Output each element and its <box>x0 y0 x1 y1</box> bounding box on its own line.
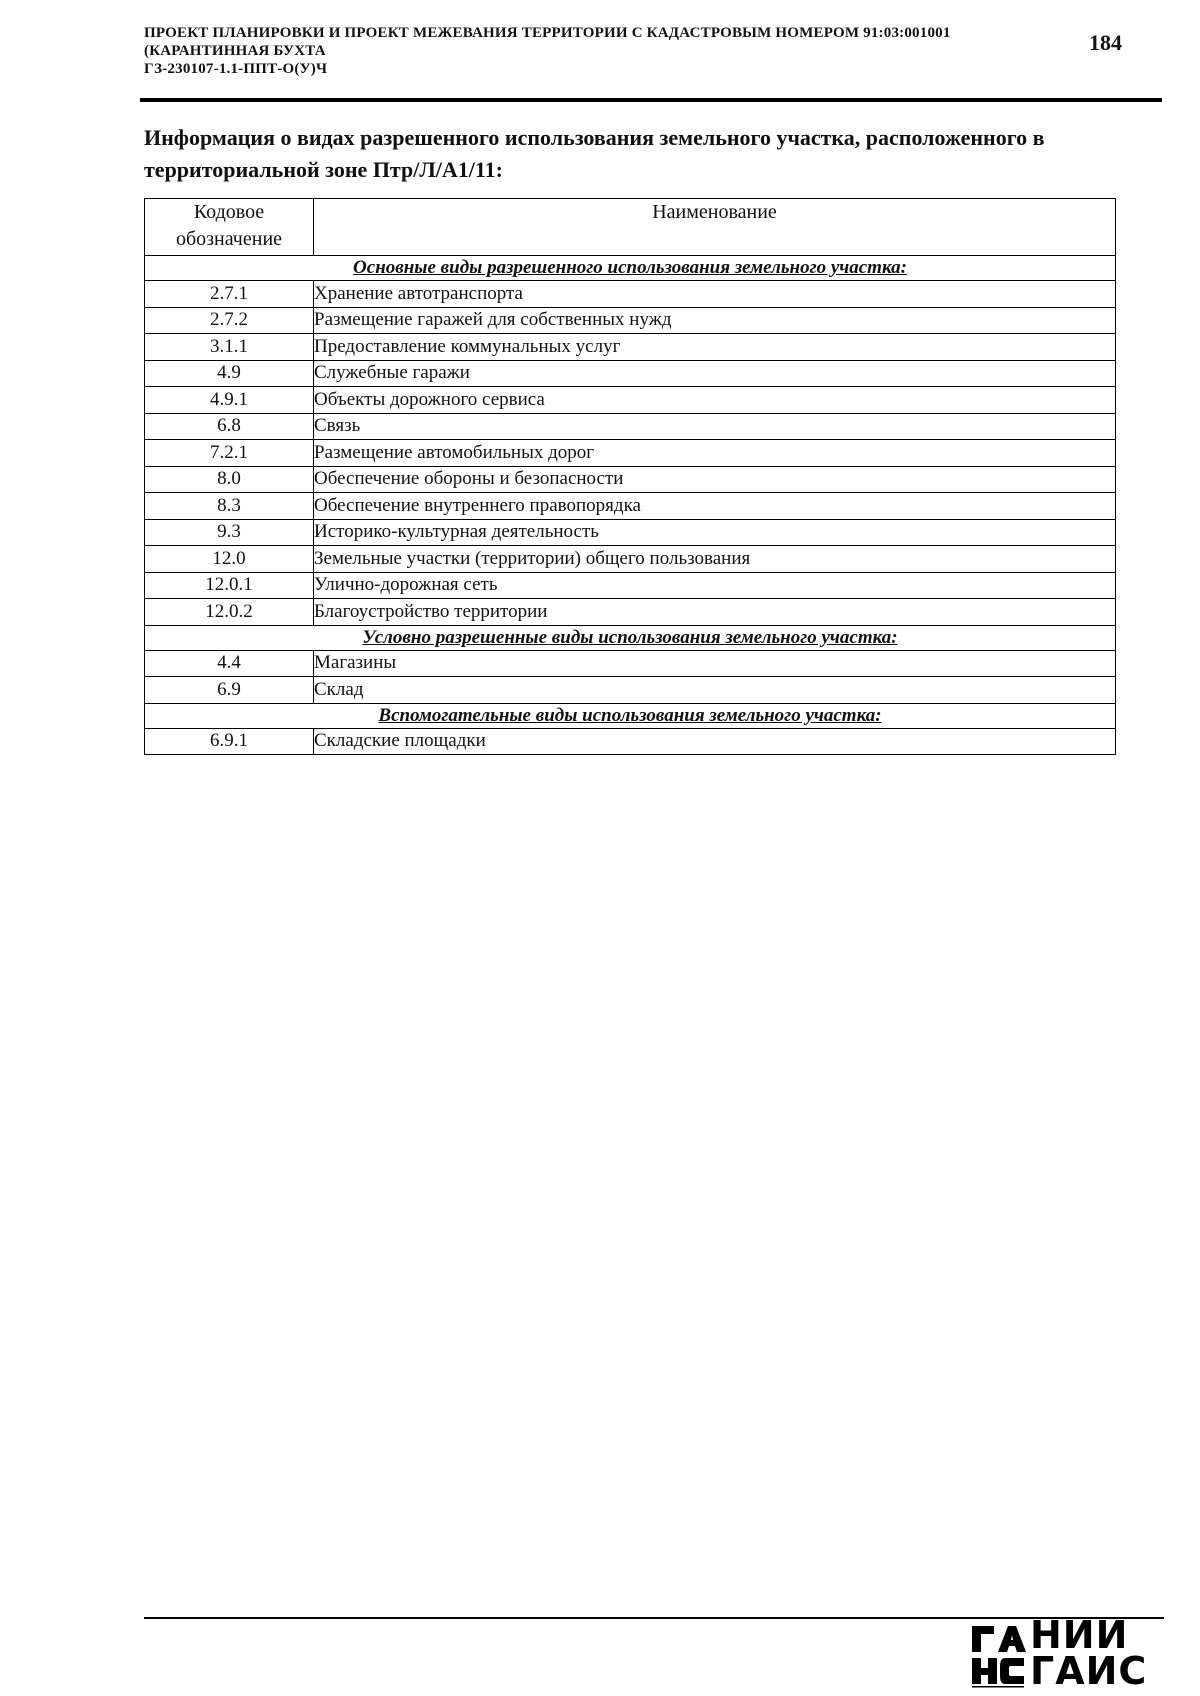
name-cell: Размещение автомобильных дорог <box>314 440 1116 467</box>
table-row <box>145 387 1116 414</box>
table-row <box>145 466 1116 493</box>
table-row <box>145 413 1116 440</box>
name-cell: Обеспечение обороны и безопасности <box>314 466 1116 493</box>
table-group-row <box>145 703 1116 728</box>
table-row <box>145 360 1116 387</box>
code-cell: 2.7.1 <box>145 281 314 308</box>
table-row <box>145 728 1116 755</box>
code-cell: 3.1.1 <box>145 334 314 361</box>
table-group-row <box>145 625 1116 650</box>
section-title: Информация о видах разрешенного использования земельного участка, расположенного в территориальной зоне Птр/Л/А1/11: <box>144 125 1045 182</box>
table-header-row <box>145 199 1116 256</box>
code-cell: 12.0 <box>145 546 314 573</box>
niigais-logo <box>968 1613 1168 1693</box>
code-cell: 7.2.1 <box>145 440 314 467</box>
name-cell: Объекты дорожного сервиса <box>314 387 1116 414</box>
table-row <box>145 281 1116 308</box>
table-row <box>145 546 1116 573</box>
table-row <box>145 650 1116 677</box>
logo-mark-icon <box>968 1622 1026 1688</box>
column-header-code: Кодовое обозначение <box>145 199 314 256</box>
table-body <box>145 256 1116 755</box>
table-row <box>145 572 1116 599</box>
document-header <box>144 24 1064 78</box>
code-cell: 8.0 <box>145 466 314 493</box>
code-cell: 12.0.1 <box>145 572 314 599</box>
name-cell: Магазины <box>314 650 1116 677</box>
code-cell: 4.9 <box>145 360 314 387</box>
table-row <box>145 307 1116 334</box>
name-cell: Благоустройство территории <box>314 599 1116 626</box>
land-use-table <box>144 198 1116 755</box>
header-divider <box>140 98 1162 102</box>
code-cell: 4.4 <box>145 650 314 677</box>
table-row <box>145 519 1116 546</box>
name-cell: Обеспечение внутреннего правопорядка <box>314 493 1116 520</box>
code-cell: 2.7.2 <box>145 307 314 334</box>
name-cell: Историко-культурная деятельность <box>314 519 1116 546</box>
code-cell: 6.9.1 <box>145 728 314 755</box>
group-title: Условно разрешенные виды использования земельного участка: <box>145 625 1116 650</box>
name-cell: Складские площадки <box>314 728 1116 755</box>
name-cell: Хранение автотранспорта <box>314 281 1116 308</box>
group-title: Вспомогательные виды использования земельного участка: <box>145 703 1116 728</box>
code-cell: 6.9 <box>145 677 314 704</box>
name-cell: Служебные гаражи <box>314 360 1116 387</box>
code-cell: 9.3 <box>145 519 314 546</box>
name-cell: Предоставление коммунальных услуг <box>314 334 1116 361</box>
code-cell: 8.3 <box>145 493 314 520</box>
code-cell: 4.9.1 <box>145 387 314 414</box>
table-row <box>145 334 1116 361</box>
column-header-name: Наименование <box>314 199 1116 256</box>
name-cell: Земельные участки (территории) общего пользования <box>314 546 1116 573</box>
logo-text-bottom: ГАИС <box>1030 1649 1148 1693</box>
header-line-1: ПРОЕКТ ПЛАНИРОВКИ И ПРОЕКТ МЕЖЕВАНИЯ ТЕРРИТОРИИ С КАДАСТРОВЫМ НОМЕРОМ 91:03:001001 <box>144 25 951 41</box>
name-cell: Размещение гаражей для собственных нужд <box>314 307 1116 334</box>
name-cell: Связь <box>314 413 1116 440</box>
page-number: 184 <box>1089 30 1122 55</box>
table-row <box>145 440 1116 467</box>
table-group-row <box>145 256 1116 281</box>
header-line-2: (КАРАНТИННАЯ БУХТА <box>144 43 326 59</box>
logo-text-top: НИИ <box>1030 1613 1129 1657</box>
code-cell: 6.8 <box>145 413 314 440</box>
header-line-3: ГЗ-230107-1.1-ППТ-О(У)Ч <box>144 61 328 77</box>
table-row <box>145 493 1116 520</box>
code-cell: 12.0.2 <box>145 599 314 626</box>
name-cell: Склад <box>314 677 1116 704</box>
name-cell: Улично-дорожная сеть <box>314 572 1116 599</box>
table-row <box>145 677 1116 704</box>
table-row <box>145 599 1116 626</box>
group-title: Основные виды разрешенного использования земельного участка: <box>145 256 1116 281</box>
